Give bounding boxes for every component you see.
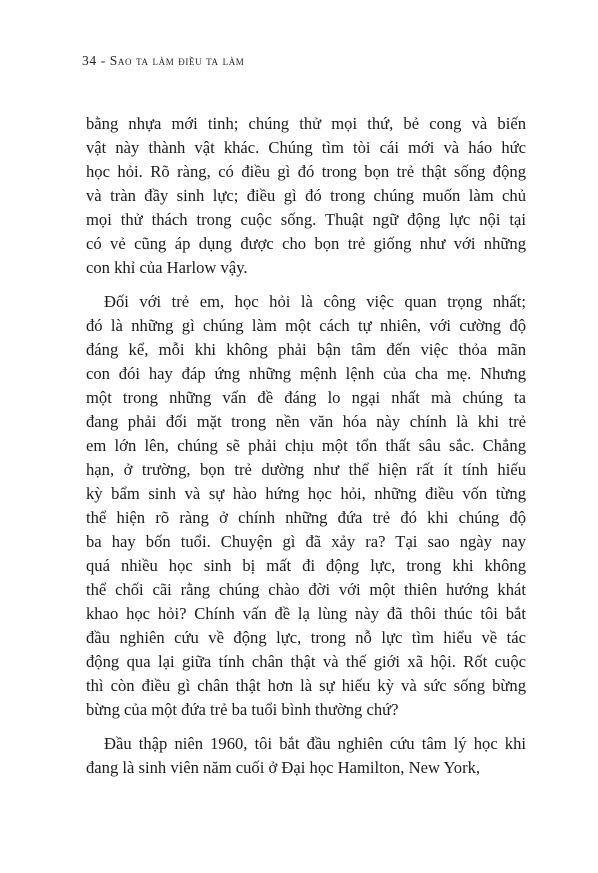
text-line: bừng của một đứa trẻ ba tuổi bình thường chứ?	[86, 700, 399, 719]
text-line: quá nhiều học sinh bị mất đi động lực, trong khi không	[86, 556, 526, 575]
page-number: 34	[82, 53, 97, 68]
text-line: một trong những vấn đề đáng lo ngại nhất mà chúng ta	[86, 388, 526, 407]
text-line: thì còn điều gì chân thật hơn là sự hiếu kỳ và sức sống bừng	[86, 676, 526, 695]
header-separator: -	[100, 53, 106, 68]
text-line: ba hay bốn tuổi. Chuyện gì đã xảy ra? Tại sao ngày nay	[86, 532, 526, 551]
text-line: đầu nghiên cứu về động lực, trong nỗ lực tìm hiểu về tác	[86, 628, 526, 647]
text-line: kỳ bẩm sinh và sự hào hứng học hỏi, những điều vốn từng	[86, 484, 526, 503]
text-line: thể chối cãi rằng chúng chào đời với một thiên hướng khát	[86, 580, 526, 599]
paragraph	[86, 290, 526, 722]
text-line: đó là những gì chúng làm một cách tự nhiên, với cường độ	[86, 316, 526, 335]
text-line: thể hiện rõ ràng ở chính những đứa trẻ đó khi chúng độ	[86, 508, 526, 527]
text-line: và tràn đầy sinh lực; điều gì đó trong chúng muốn làm chủ	[86, 186, 526, 205]
text-line: em lớn lên, chúng sẽ phải chịu một tổn thất sâu sắc. Chẳng	[86, 436, 526, 455]
text-line: động qua lại giữa tính chân thật và thế giới xã hội. Rốt cuộc	[86, 652, 526, 671]
text-line: vật này thành vật khác. Chúng tìm tòi cái mới và háo hức	[86, 138, 526, 157]
paragraph-gap	[86, 280, 526, 290]
text-line: có vẻ cũng áp dụng được cho bọn trẻ giống như với những	[86, 234, 526, 253]
running-header	[82, 53, 244, 69]
book-title: Sao ta làm điều ta làm	[109, 53, 245, 68]
text-line: đang phải đối mặt trong nền văn hóa này chính là khi trẻ	[86, 412, 526, 431]
text-line: đáng kể, mỗi khi không phải bận tâm đến việc thỏa mãn	[86, 340, 526, 359]
text-line: học hỏi. Rõ ràng, có điều gì đó trong bọn trẻ thật sống động	[86, 162, 526, 181]
text-line: hạn, ở trường, bọn trẻ dường như thể hiện rất ít tính hiếu	[86, 460, 526, 479]
paragraph	[86, 732, 526, 780]
text-line: Đầu thập niên 1960, tôi bắt đầu nghiên cứu tâm lý học khi	[104, 734, 526, 753]
text-line: mọi thử thách trong cuộc sống. Thuật ngữ động lực nội tại	[86, 210, 526, 229]
text-line: con khỉ của Harlow vậy.	[86, 258, 248, 277]
text-line: con đói hay đáp ứng những mệnh lệnh của cha mẹ. Nhưng	[86, 364, 526, 383]
paragraph	[86, 112, 526, 280]
text-line: bằng nhựa mới tinh; chúng thử mọi thứ, bẻ cong và biến	[86, 114, 526, 133]
text-line: khao học hỏi? Chính vấn đề lạ lùng này đã thôi thúc tôi bắt	[86, 604, 526, 623]
text-line: đang là sinh viên năm cuối ở Đại học Hamilton, New York,	[86, 758, 481, 777]
body-text	[86, 112, 526, 780]
text-line: Đối với trẻ em, học hỏi là công việc quan trọng nhất;	[104, 292, 526, 311]
paragraph-gap	[86, 722, 526, 732]
